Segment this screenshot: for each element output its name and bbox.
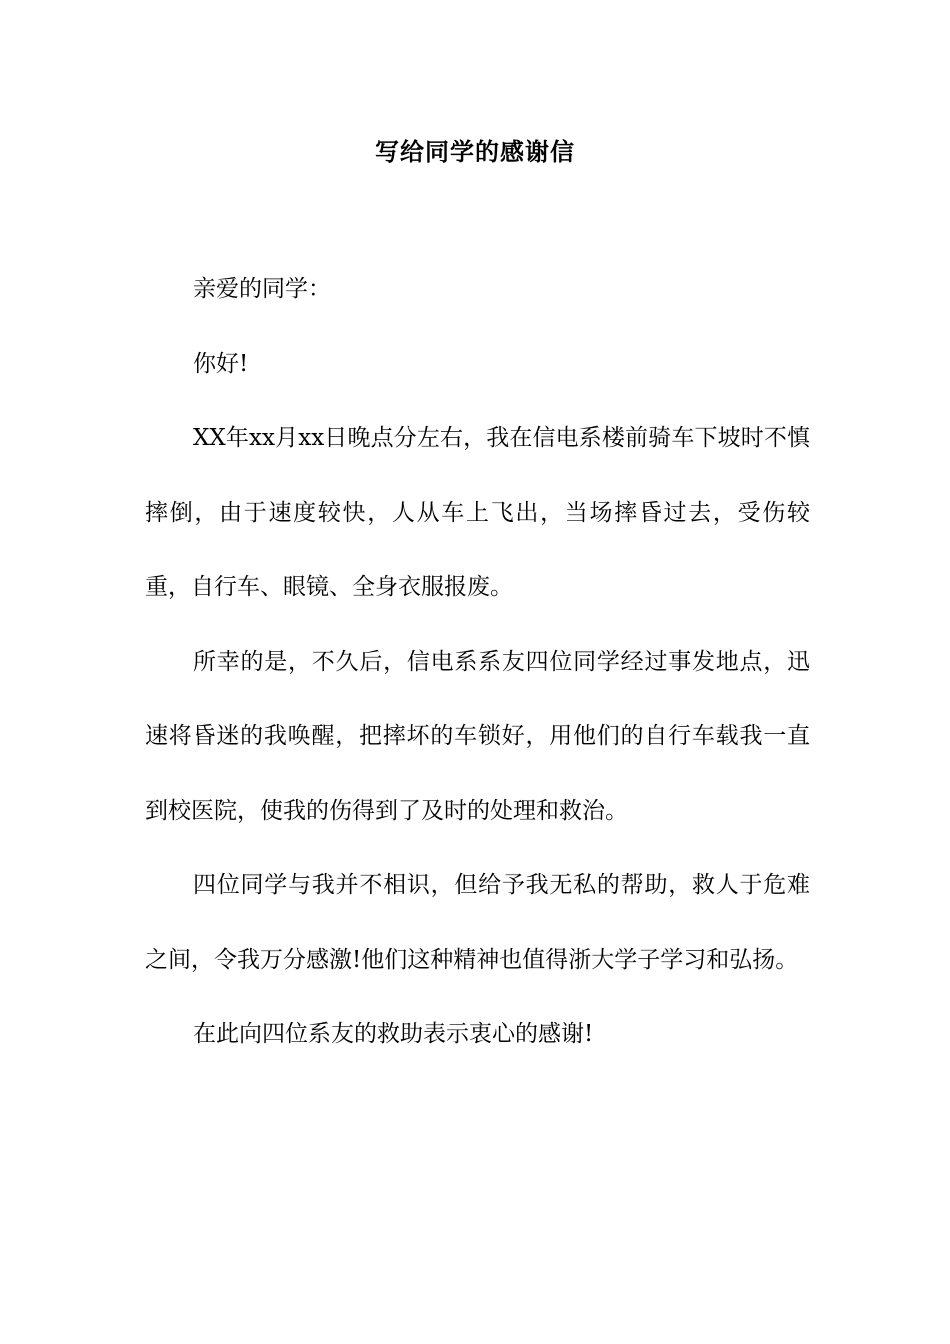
paragraph-incident: XX年xx月xx日晚点分左右，我在信电系楼前骑车下坡时不慎摔倒，由于速度较快，人从车上飞出，当场摔昏过去，受伤较重，自行车、眼镜、全身衣服报废。 — [145, 425, 810, 600]
paragraph-gratitude: 四位同学与我并不相识，但给予我无私的帮助，救人于危难之间，令我万分感激!他们这种精神也值得浙大学子学习和弘扬。 — [145, 872, 810, 973]
greeting: 你好! — [193, 350, 249, 377]
letter-title: 写给同学的感谢信 — [375, 138, 575, 166]
letter-body — [145, 252, 810, 1072]
paragraph-closing: 在此向四位系友的救助表示衷心的感谢! — [193, 1021, 594, 1047]
paragraph-rescue: 所幸的是，不久后，信电系系友四位同学经过事发地点，迅速将昏迷的我唤醒，把摔坏的车锁好，用他们的自行车载我一直到校医院，使我的伤得到了及时的处理和救治。 — [145, 648, 810, 824]
salutation: 亲爱的同学： — [193, 276, 331, 302]
